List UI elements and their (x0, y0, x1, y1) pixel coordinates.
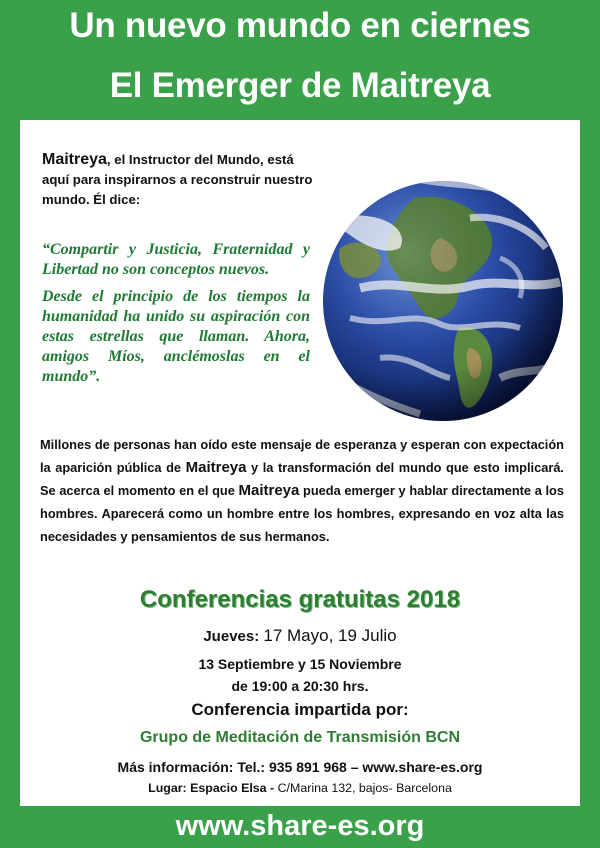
maitreya-quote (42, 240, 310, 394)
quote-paragraph-1: “Compartir y Justicia, Fraternidad y Libertad no son conceptos nuevos. (42, 241, 310, 278)
body-text-3: pueda emerger y hablar directamente a los hombres. Aparecerá como un hombre entre los hombres, expresando en voz alta las necesidades y pensamientos de sus hermanos. (40, 483, 564, 544)
headline-line-1: Un nuevo mundo en ciernes (69, 6, 531, 45)
intro-paragraph (42, 150, 322, 210)
given-by-label: Conferencia impartida por: (191, 700, 409, 719)
venue-label: Lugar: Espacio Elsa - (148, 781, 275, 795)
venue-address: C/Marina 132, bajos- Barcelona (277, 781, 452, 795)
dates-line-1 (20, 626, 580, 646)
quote-paragraph-2: Desde el principio de los tiempos la humanidad ha unido su aspiración con estas estrellas que llaman. Ahora, amigos Míos, anclémoslas en el mundo”. (42, 288, 310, 385)
body-maitreya-2: Maitreya (238, 482, 300, 499)
conferences-title: Conferencias gratuitas 2018 (139, 586, 461, 613)
body-paragraph (40, 433, 564, 548)
content-panel (20, 120, 580, 806)
body-maitreya-1: Maitreya (185, 459, 247, 476)
hours-line: de 19:00 a 20:30 hrs. (231, 678, 369, 694)
dates-first: 17 Mayo, 19 Julio (263, 626, 397, 645)
intro-name: Maitreya (42, 151, 107, 168)
earth-globe-image (320, 178, 566, 424)
venue-line (20, 781, 580, 795)
group-name: Grupo de Meditación de Transmisión BCN (139, 729, 461, 746)
day-label: Jueves: (203, 628, 260, 645)
headline-line-2: El Emerger de Maitreya (109, 66, 491, 105)
body-text-1: Millones de personas han oído este mensaje de esperanza y esperan con expectación la aparición pública de (40, 437, 564, 475)
header-banner (0, 0, 600, 122)
dates-line-2: 13 Septiembre y 15 Noviembre (198, 656, 402, 672)
contact-info: Más información: Tel.: 935 891 968 – www.share-es.org (117, 759, 483, 775)
footer-website-link[interactable]: www.share-es.org (175, 810, 425, 842)
intro-text: , el Instructor del Mundo, está aquí para inspirarnos a reconstruir nuestro mundo. Él dice: (42, 152, 313, 207)
body-text-2: y la transformación del mundo que esto implicará. Se acerca el momento en el que (40, 460, 564, 498)
